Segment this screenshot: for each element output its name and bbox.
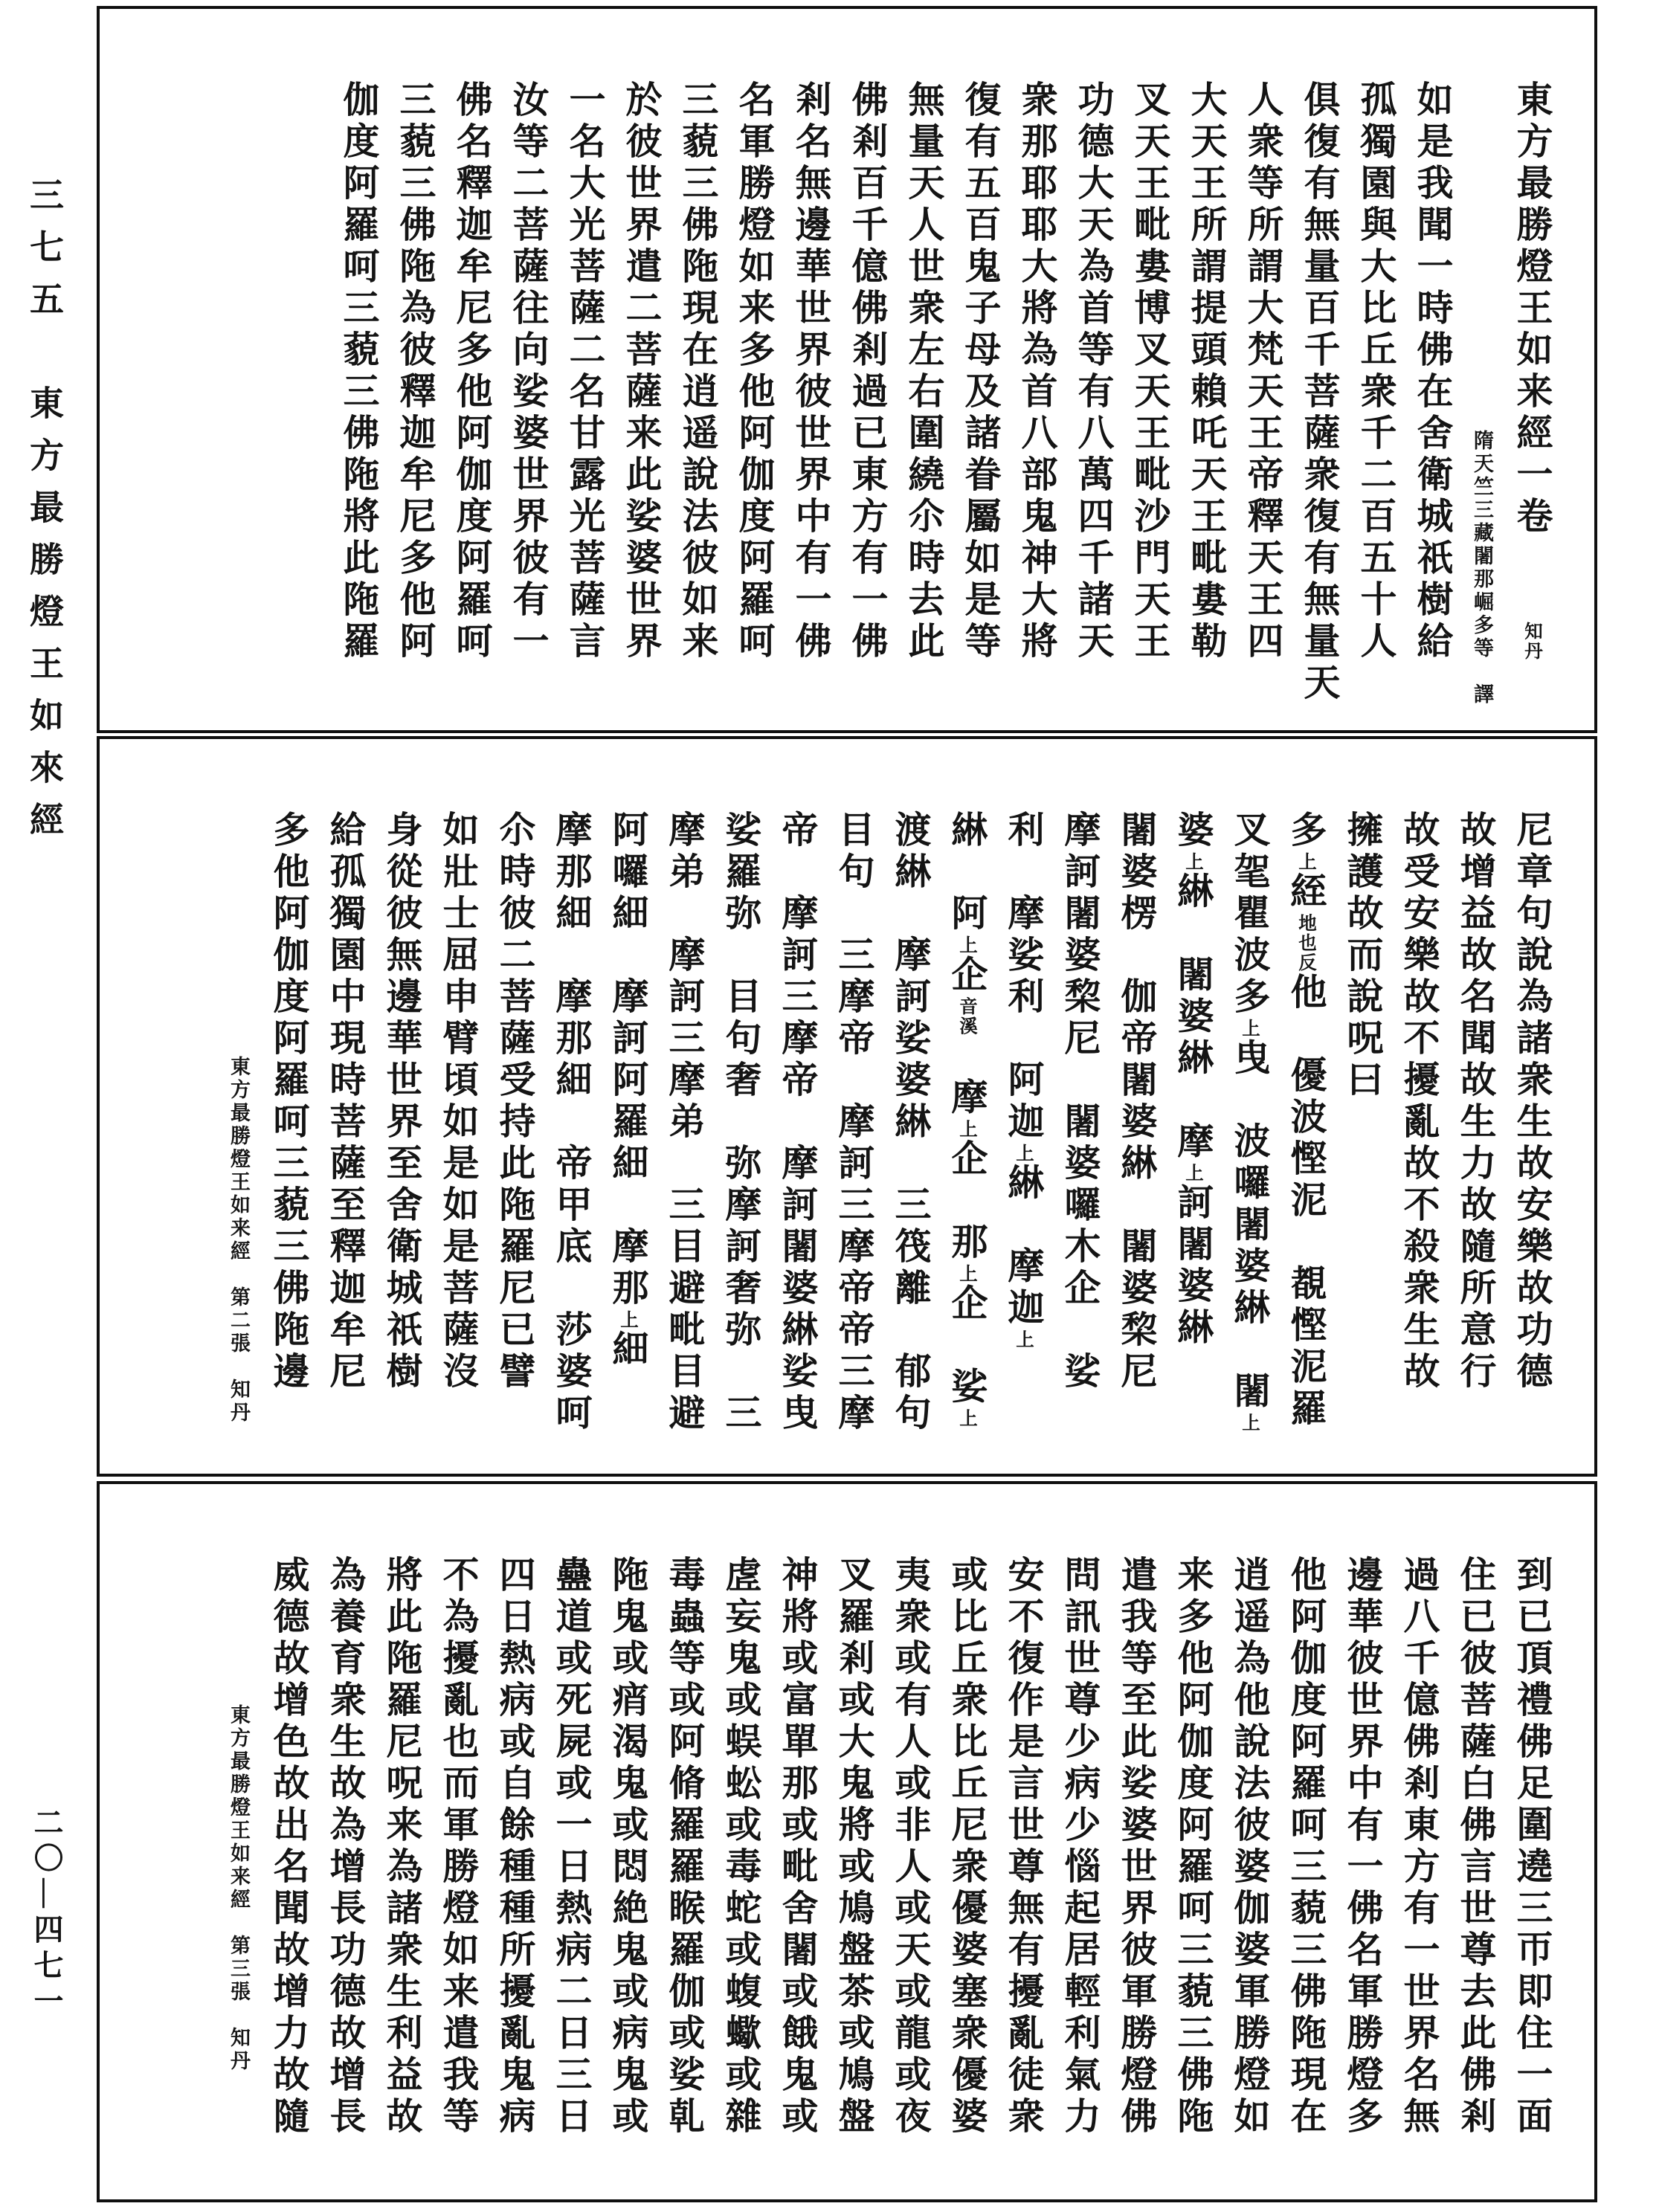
text-column: 身從彼無邊華世界至舍衛城祇樹 xyxy=(381,810,422,1393)
text-column: 逍遥為他說法彼婆伽婆軍勝燈如 xyxy=(1229,1555,1270,2138)
text-column: 大天王所謂提頭賴吒天王毗婁勒 xyxy=(1186,80,1227,663)
text-column: 東方最勝燈王如来經 第三張 知丹 xyxy=(228,1704,250,2073)
text-column: 伽度阿羅呵三藐三佛陁將此陁羅 xyxy=(338,80,379,663)
text-column: 来多他阿伽度阿羅呵三藐三佛陁 xyxy=(1173,1555,1214,2138)
text-column: 帝 摩訶三摩帝 摩訶闍婆綝娑曳 xyxy=(777,810,818,1435)
gloss-annotation: 上 xyxy=(957,1119,977,1139)
gloss-annotation: 上 xyxy=(957,1264,977,1284)
text-column: 到已頂禮佛足圍遶三帀即住一面 xyxy=(1512,1555,1553,2138)
text-column: 於彼世界遣二菩薩来此娑婆世界 xyxy=(621,80,662,663)
text-column: 為養育衆生故為增長功德故增長 xyxy=(325,1555,366,2138)
gloss-annotation: 上 xyxy=(1296,852,1316,872)
text-block xyxy=(97,1481,1597,2202)
text-column: 他阿伽度阿羅呵三藐三佛陁現在 xyxy=(1286,1555,1327,2138)
text-column: 威德故增色故出名聞故增力故隨 xyxy=(268,1555,309,2138)
text-column: 四日熱病或自餘種種所擾亂鬼病 xyxy=(495,1555,535,2138)
text-column: 蠱道或死屍或一日熱病二日三日 xyxy=(551,1555,592,2138)
text-column: 虗妄鬼或蜈蚣或毒蛇或蝮蠍或雜 xyxy=(721,1555,761,2138)
text-block xyxy=(97,6,1597,733)
text-column: 摩那細 摩那細 帝甲底 莎婆呵 xyxy=(551,810,592,1435)
text-column: 無量天人世衆左右圍繞尒時去此 xyxy=(903,80,944,663)
text-column: 阿囉細 摩訶阿羅細 摩那上細 xyxy=(608,810,648,1372)
gloss-annotation: 音溪 xyxy=(957,996,977,1036)
text-column: 綝 阿上企音溪 摩上企 那上企 娑上 xyxy=(947,810,988,1428)
text-column: 一名大光菩薩二名甘露光菩薩言 xyxy=(564,80,605,663)
text-column: 或比丘衆比丘尼衆優婆塞衆優婆 xyxy=(947,1555,988,2138)
text-column: 邊華彼世界中有一佛名軍勝燈多 xyxy=(1342,1555,1383,2138)
gloss-annotation: 上 xyxy=(957,935,977,955)
text-column: 尒時彼二菩薩受持此陁羅尼已譬 xyxy=(495,810,535,1393)
text-column: 故增益故名聞故生力故隨所意行 xyxy=(1455,810,1496,1393)
text-column: 孤獨園與大比丘衆千二百五十人 xyxy=(1356,80,1397,663)
text-column: 目句 三摩帝 摩訶三摩帝帝三摩 xyxy=(834,810,874,1435)
text-column: 汝等二菩薩往向娑婆世界彼有一 xyxy=(508,80,549,663)
gloss-annotation: 上 xyxy=(1240,1019,1260,1039)
text-column: 婆上綝 闍婆綝 摩上訶闍婆綝 xyxy=(1173,810,1214,1350)
text-column: 毒蟲等或阿脩羅羅睺羅伽或娑乹 xyxy=(664,1555,705,2138)
text-column: 人衆等所謂大梵天王帝釋天王四 xyxy=(1243,80,1283,663)
text-column: 衆那耶耶大將為首八部鬼神大將 xyxy=(1017,80,1057,663)
text-column: 如是我聞一時佛在舍衛城祇樹給 xyxy=(1412,80,1453,663)
gloss-annotation: 上 xyxy=(1183,1163,1203,1183)
text-column: 利 摩娑利 阿迦上綝 摩迦上 xyxy=(1003,810,1044,1350)
text-column: 摩弟 摩訶三摩弟 三目避毗目避 xyxy=(664,810,705,1435)
text-column: 渡綝 摩訶娑婆綝 三筏離 郁句 xyxy=(890,810,931,1435)
text-column: 不為擾亂也而軍勝燈如来遣我等 xyxy=(438,1555,479,2138)
text-column: 娑羅弥 目句奢 弥摩訶奢弥 三 xyxy=(721,810,761,1435)
text-column: 隋天竺三藏闍那崛多等 譯 xyxy=(1471,430,1493,706)
text-column: 摩訶闍婆棃尼 闍婆囉木企 娑 xyxy=(1060,810,1101,1393)
text-column: 給孤獨園中現時菩薩至釋迦牟尼 xyxy=(325,810,366,1393)
gloss-annotation: 地也反 xyxy=(1296,913,1316,973)
gloss-annotation: 知丹 xyxy=(1522,622,1542,661)
text-column: 名軍勝燈如来多他阿伽度阿羅呵 xyxy=(734,80,775,663)
text-column: 陁鬼或痟渴鬼或悶絶鬼或病鬼或 xyxy=(608,1555,648,2138)
text-column: 佛剎百千億佛剎過已東方有一佛 xyxy=(847,80,888,663)
text-column: 佛名釋迦牟尼多他阿伽度阿羅呵 xyxy=(451,80,492,663)
text-column: 過八千億佛剎東方有一世界名無 xyxy=(1399,1555,1440,2138)
text-column: 神將或富單那或毗舍闍或餓鬼或 xyxy=(777,1555,818,2138)
text-column: 叉毠瞿波多上曳 波囉闍婆綝 闍上 xyxy=(1229,810,1270,1433)
text-column: 故受安樂故不擾亂故不殺衆生故 xyxy=(1399,810,1440,1393)
gloss-annotation: 上 xyxy=(1014,1329,1034,1350)
text-column: 功德大天為首等有八萬四千諸天 xyxy=(1073,80,1114,663)
text-column: 擁護故而說呪曰 xyxy=(1342,810,1383,1102)
text-column: 遣我等至此娑婆世界彼軍勝燈佛 xyxy=(1116,1555,1157,2138)
text-column: 叉羅剎或大鬼將或鳩盤茶或鳩盤 xyxy=(834,1555,874,2138)
text-column: 東方最勝燈王如来經一卷 知丹 xyxy=(1512,80,1553,661)
text-column: 闍婆楞 伽帝闍婆綝 闍婆棃尼 xyxy=(1116,810,1157,1393)
text-column: 三藐三佛陁為彼釋迦牟尼多他阿 xyxy=(395,80,436,663)
text-column: 剎名無邊華世界彼世界中有一佛 xyxy=(790,80,831,663)
text-column: 東方最勝燈王如来經 第二張 知丹 xyxy=(228,1056,250,1425)
gloss-annotation: 上 xyxy=(957,1408,977,1428)
text-column: 三藐三佛陁現在逍遥說法彼如来 xyxy=(677,80,718,663)
text-column: 安不復作是言世尊無有擾亂徒衆 xyxy=(1003,1555,1044,2138)
text-column: 將此陁羅尼呪来為諸衆生利益故 xyxy=(381,1555,422,2138)
text-column: 復有五百鬼子母及諸眷屬如是等 xyxy=(960,80,1001,663)
text-column: 多他阿伽度阿羅呵三藐三佛陁邊 xyxy=(268,810,309,1393)
text-block xyxy=(97,736,1597,1477)
margin-label-bottom: 二〇—四七一 xyxy=(30,1807,63,2021)
gloss-annotation: 上 xyxy=(1183,852,1203,872)
text-column: 夷衆或有人或非人或天或龍或夜 xyxy=(890,1555,931,2138)
text-column: 多上絰地也反他 優波慳泥 覩慳泥羅 xyxy=(1286,810,1327,1431)
text-column: 如壯士屈申臂頃如是如是菩薩沒 xyxy=(438,810,479,1393)
text-column: 叉天王毗婁博叉天王毗沙門天王 xyxy=(1130,80,1170,663)
gloss-annotation: 上 xyxy=(618,1310,638,1330)
text-column: 尼章句說為諸衆生故安樂故功德 xyxy=(1512,810,1553,1393)
gloss-annotation: 上 xyxy=(1014,1144,1034,1164)
gloss-annotation: 上 xyxy=(1240,1413,1260,1433)
margin-label-top: 三七五 東方最勝燈王如來經 xyxy=(25,177,63,854)
text-column: 住已彼菩薩白佛言世尊去此佛剎 xyxy=(1455,1555,1496,2138)
text-column: 問訊世尊少病少惱起居輕利氣力 xyxy=(1060,1555,1101,2138)
text-column: 俱復有無量百千菩薩衆復有無量天 xyxy=(1299,80,1340,705)
